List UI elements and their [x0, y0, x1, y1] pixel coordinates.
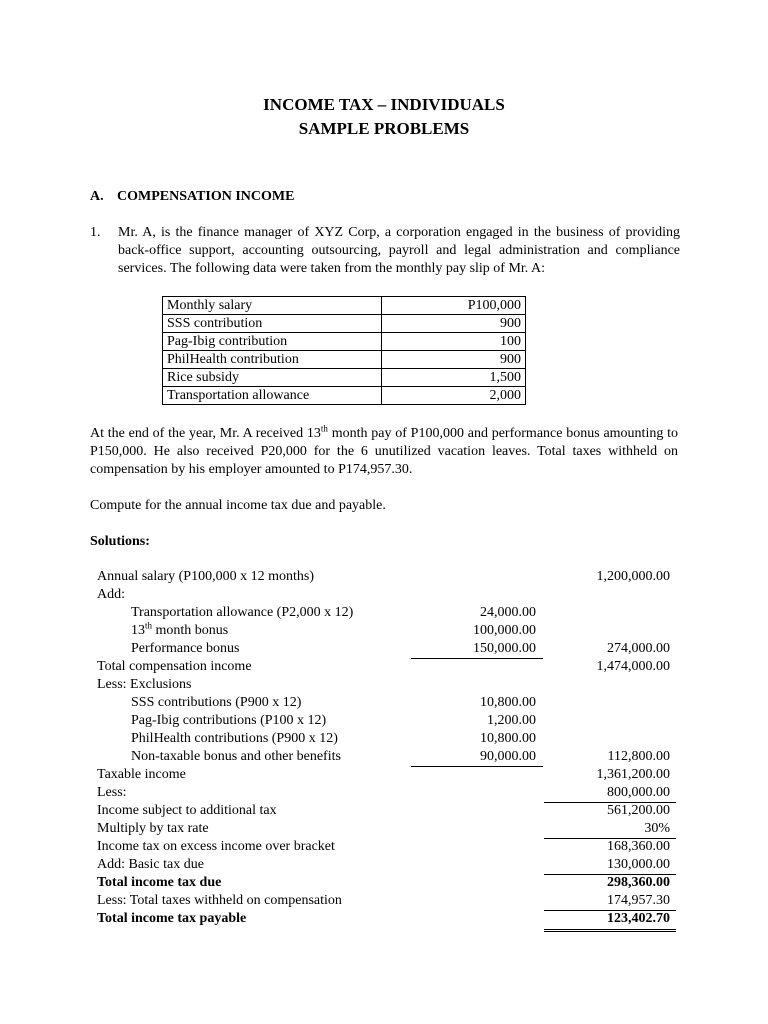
table-row: PhilHealth contributions (P900 x 12) 10,800.00	[131, 731, 536, 746]
payslip-amount: 900	[382, 351, 526, 369]
table-row: Taxable income 1,361,200.00	[97, 767, 670, 782]
table-row: Performance bonus 150,000.00 274,000.00	[131, 641, 670, 656]
table-row	[163, 369, 526, 387]
year-end-paragraph: At the end of the year, Mr. A received 13th month pay of P100,000 and performance bonus amounting to P150,000. He also received P20,000 for the 6 unutilized vacation leaves. Total taxes withheld on compensation by his employer amounted to P174,957.30.	[90, 423, 678, 477]
table-row: Annual salary (P100,000 x 12 months) 1,200,000.00	[97, 569, 670, 584]
payslip-label: Transportation allowance	[163, 387, 382, 405]
payslip-amount: P100,000	[382, 297, 526, 315]
section-letter: A.	[90, 189, 104, 204]
double-underline	[544, 929, 676, 930]
table-row	[163, 315, 526, 333]
payslip-table	[162, 296, 526, 405]
payslip-amount: 100	[382, 333, 526, 351]
table-row: Less: Exclusions	[97, 677, 192, 692]
subtotal-rule	[411, 658, 543, 659]
payslip-label: Rice subsidy	[163, 369, 382, 387]
section-heading	[90, 188, 294, 206]
table-row: Multiply by tax rate 30%	[97, 821, 670, 836]
payslip-amount: 900	[382, 315, 526, 333]
payslip-label: Pag-Ibig contribution	[163, 333, 382, 351]
payslip-amount: 2,000	[382, 387, 526, 405]
document-title: INCOME TAX – INDIVIDUALS	[263, 95, 505, 114]
table-row: Transportation allowance (P2,000 x 12) 24,000.00	[131, 605, 536, 620]
subtotal-rule	[411, 766, 543, 767]
problem-number: 1.	[90, 225, 101, 240]
table-row: Total income tax due 298,360.00	[0, 874, 768, 892]
table-row: Total income tax payable 123,402.70	[0, 910, 768, 928]
section-title: COMPENSATION INCOME	[117, 189, 295, 204]
table-row: SSS contributions (P900 x 12) 10,800.00	[131, 695, 536, 710]
table-row	[163, 351, 526, 369]
payslip-label: SSS contribution	[163, 315, 382, 333]
question-text: Compute for the annual income tax due and payable.	[90, 498, 386, 513]
table-row: Add: Basic tax due 130,000.00	[97, 857, 670, 872]
computation-table	[0, 568, 768, 928]
table-row: Less: Total taxes withheld on compensation 174,957.30	[97, 893, 670, 908]
document-subtitle: SAMPLE PROBLEMS	[298, 119, 470, 138]
table-row: Non-taxable bonus and other benefits 90,000.00 112,800.00	[131, 749, 670, 764]
payslip-label: Monthly salary	[163, 297, 382, 315]
table-row: Less: 800,000.00	[97, 785, 670, 800]
table-row: Income tax on excess income over bracket 168,360.00	[0, 838, 768, 856]
table-row	[163, 333, 526, 351]
payslip-label: PhilHealth contribution	[163, 351, 382, 369]
table-row: Add:	[97, 587, 125, 602]
solutions-heading: Solutions:	[90, 534, 150, 549]
table-row: Income subject to additional tax 561,200.00	[0, 802, 768, 820]
payslip-amount: 1,500	[382, 369, 526, 387]
table-row: Pag-Ibig contributions (P100 x 12) 1,200.00	[131, 713, 536, 728]
table-row: Total compensation income 1,474,000.00	[97, 659, 670, 674]
double-underline	[544, 931, 676, 932]
problem-statement	[90, 224, 680, 278]
table-row	[163, 297, 526, 315]
table-row	[163, 387, 526, 405]
table-row: 13th month bonus 100,000.00	[131, 620, 536, 638]
problem-text: Mr. A, is the finance manager of XYZ Corp, a corporation engaged in the business of providing back-office support, accounting outsourcing, payroll and legal administration and compliance services. The following data were taken from the monthly pay slip of Mr. A:	[118, 225, 680, 276]
